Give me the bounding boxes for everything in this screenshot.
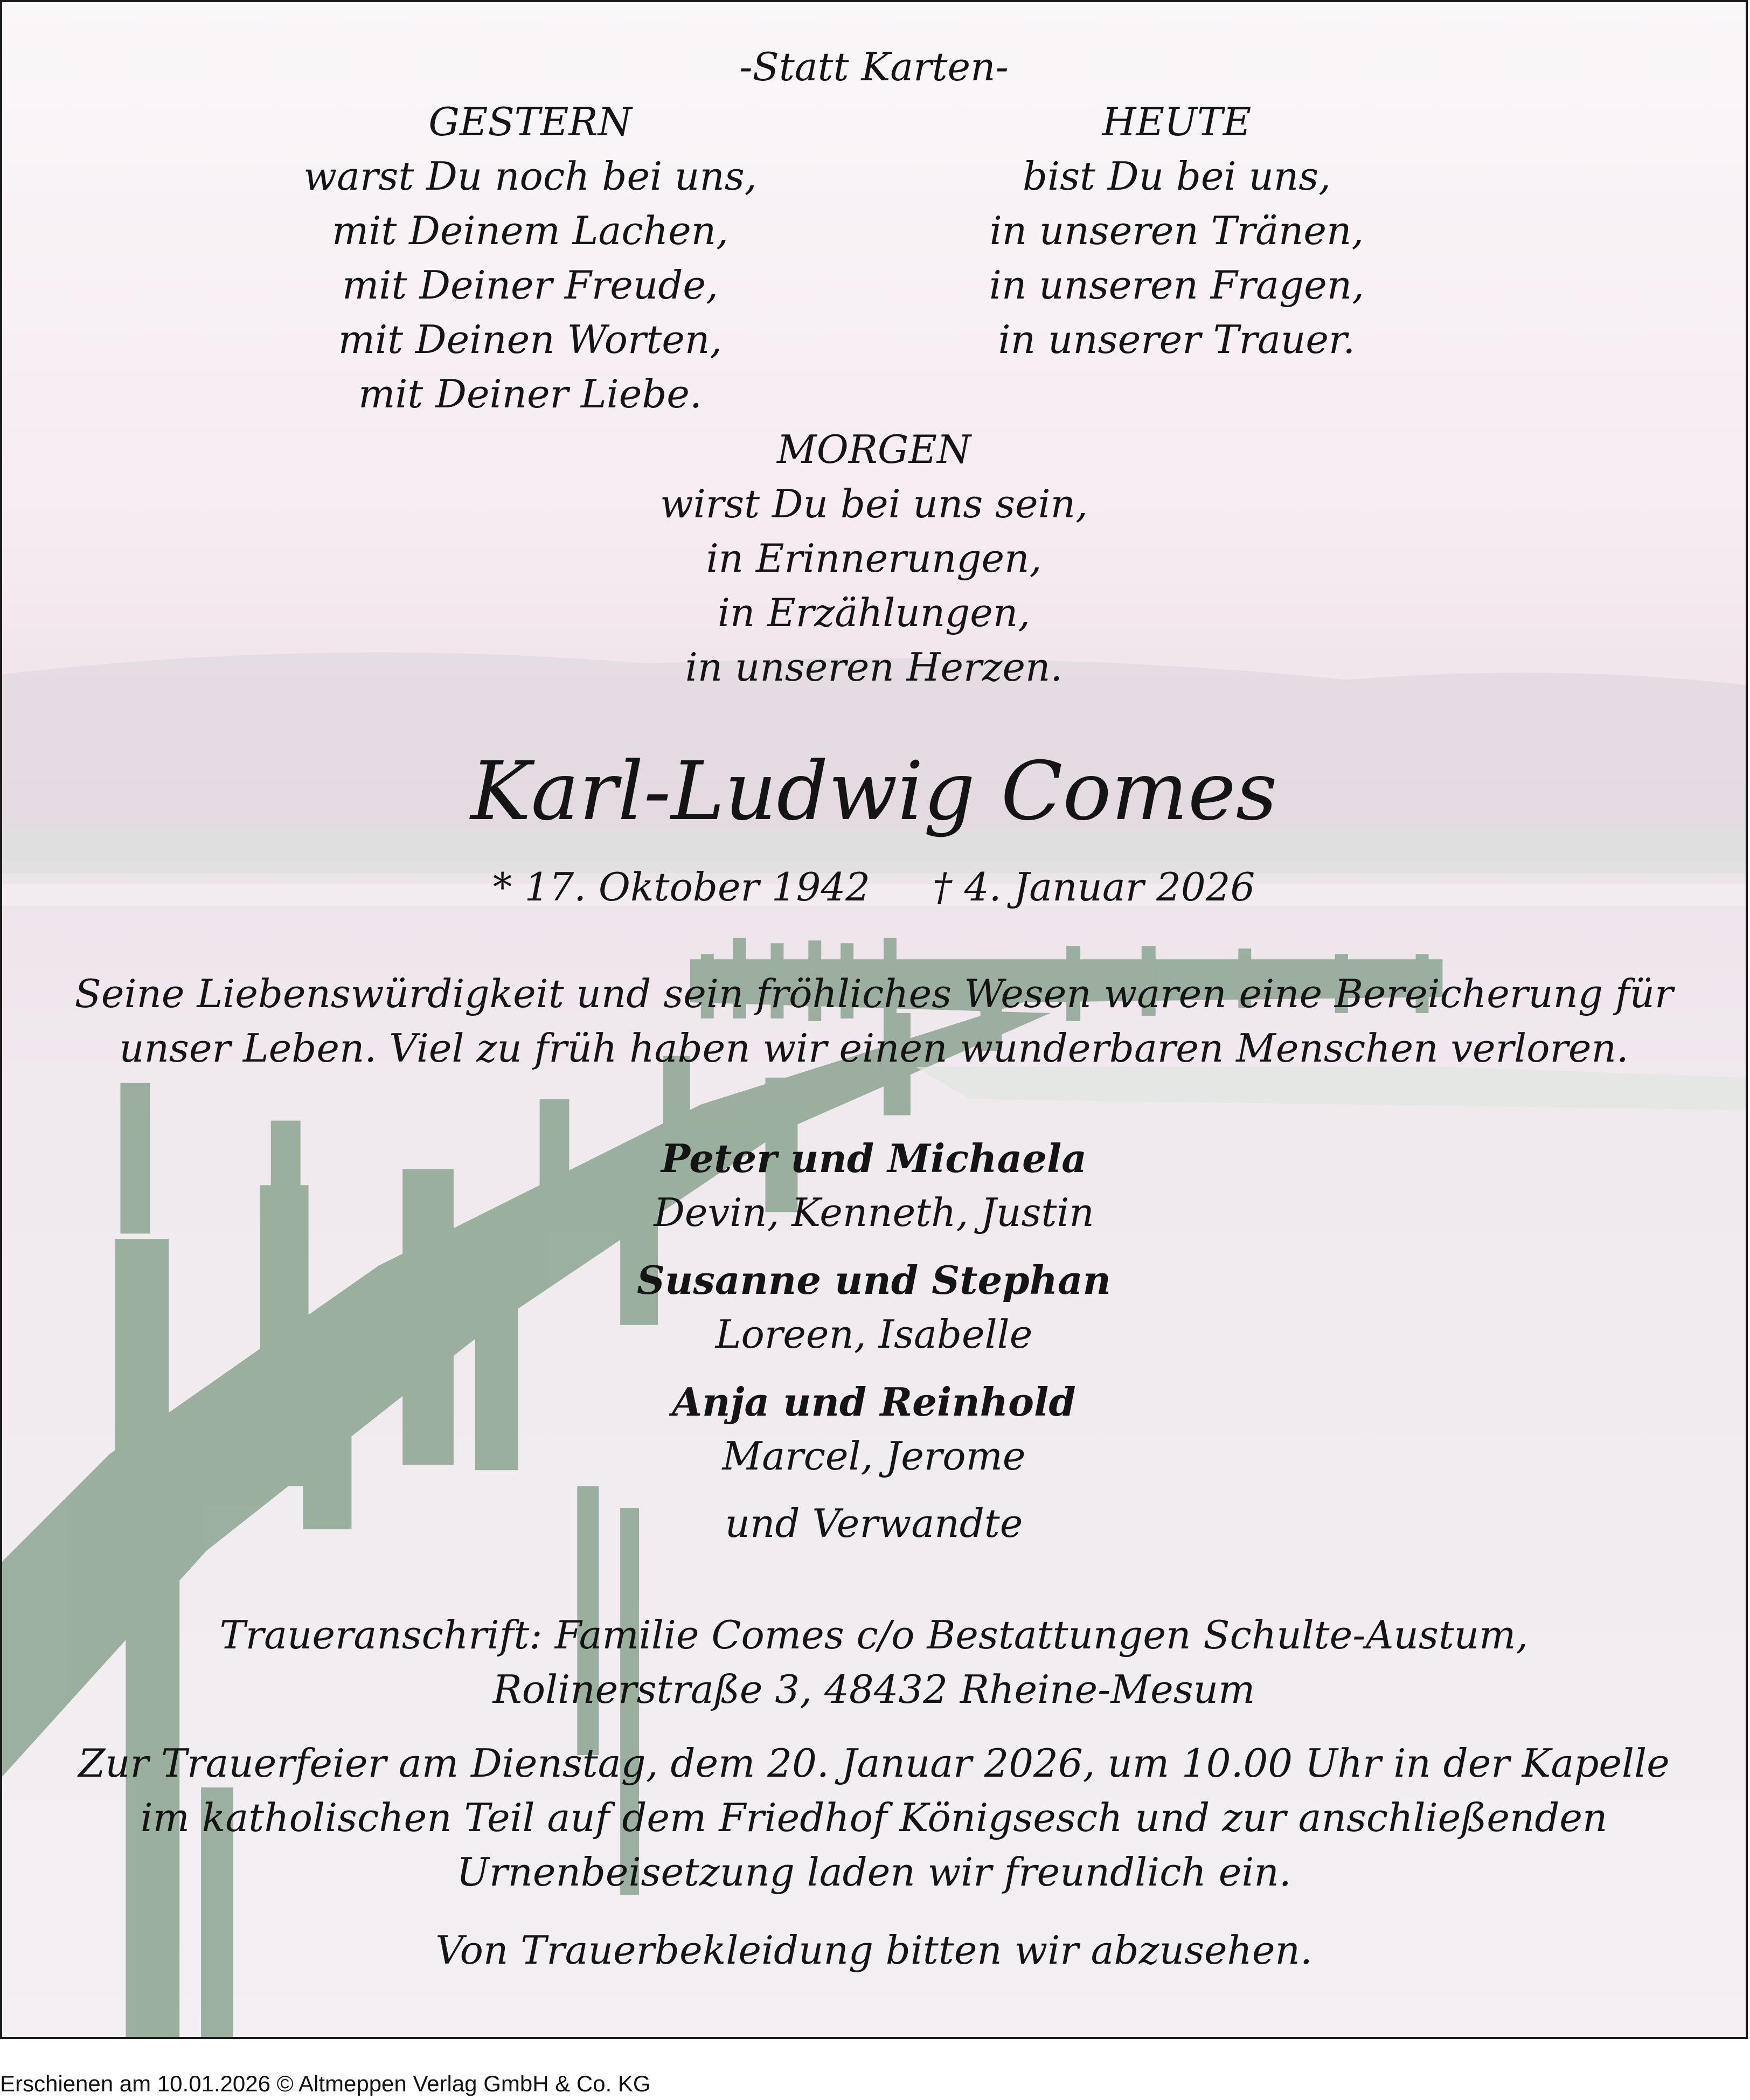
life-dates — [2, 860, 1746, 914]
statt-karten-header: -Statt Karten- — [739, 44, 1009, 89]
family-couple: Anja und Reinhold — [672, 1379, 1076, 1425]
ceremony-line: im katholischen Teil auf dem Friedhof Königsesch und zur anschließenden — [140, 1795, 1608, 1840]
poem-line: wirst Du bei uns sein, — [660, 481, 1088, 526]
poem-line: in unseren Tränen, — [989, 208, 1364, 253]
poem-column-gestern — [234, 95, 827, 421]
family-children: Devin, Kenneth, Justin — [654, 1190, 1094, 1235]
poem-column-morgen — [2, 422, 1746, 695]
poem-line: in unserer Trauer. — [998, 317, 1356, 362]
poem-line: in unseren Herzen. — [685, 644, 1063, 690]
ceremony-line: Zur Trauerfeier am Dienstag, dem 20. Januar 2026, um 10.00 Uhr in der Kapelle — [78, 1741, 1670, 1786]
poem-title-morgen: MORGEN — [776, 427, 971, 472]
mourning-address — [2, 1608, 1746, 1717]
death-date: † 4. Januar 2026 — [932, 864, 1255, 910]
ceremony-info — [2, 1736, 1746, 1900]
poem-line: mit Deinem Lachen, — [332, 208, 728, 253]
dress-note: Von Trauerbekleidung bitten wir abzusehen. — [435, 1928, 1313, 1973]
publication-footer: Erschienen am 10.01.2026 © Altmeppen Verlag GmbH & Co. KG — [0, 2071, 651, 2096]
poem-line: mit Deinen Worten, — [338, 317, 723, 362]
address-line: Rolinerstraße 3, 48432 Rheine-Mesum — [492, 1667, 1255, 1712]
poem-title-gestern: GESTERN — [428, 99, 632, 144]
poem-line: bist Du bei uns, — [1022, 154, 1331, 199]
family-couple: Susanne und Stephan — [637, 1257, 1111, 1303]
tribute-line: unser Leben. Viel zu früh haben wir einen wunderbaren Menschen verloren. — [119, 1025, 1629, 1071]
ceremony-line: Urnenbeisetzung laden wir freundlich ein. — [456, 1849, 1291, 1895]
poem-column-heute — [880, 95, 1473, 367]
poem-line: in unseren Fragen, — [989, 262, 1365, 308]
family-couple: Peter und Michaela — [661, 1135, 1087, 1181]
address-line: Traueranschrift: Familie Comes c/o Bestattungen Schulte-Austum, — [219, 1612, 1529, 1658]
tribute-text — [2, 967, 1746, 1076]
poem-line: mit Deiner Freude, — [342, 262, 718, 308]
deceased-name: Karl-Ludwig Comes — [470, 745, 1277, 838]
family-children: Loreen, Isabelle — [715, 1312, 1033, 1357]
poem-line: in Erinnerungen, — [706, 536, 1042, 581]
tribute-line: Seine Liebenswürdigkeit und sein fröhliches Wesen waren eine Bereicherung für — [74, 971, 1673, 1016]
poem-title-heute: HEUTE — [1102, 99, 1252, 144]
poem-line: warst Du noch bei uns, — [303, 154, 757, 199]
poem-line: in Erzählungen, — [717, 590, 1031, 635]
family-children: Marcel, Jerome — [722, 1433, 1026, 1479]
birth-date: * 17. Oktober 1942 — [492, 864, 871, 910]
family-list — [2, 1131, 1746, 1551]
relatives: und Verwandte — [725, 1501, 1023, 1546]
poem-line: mit Deiner Liebe. — [358, 371, 702, 417]
